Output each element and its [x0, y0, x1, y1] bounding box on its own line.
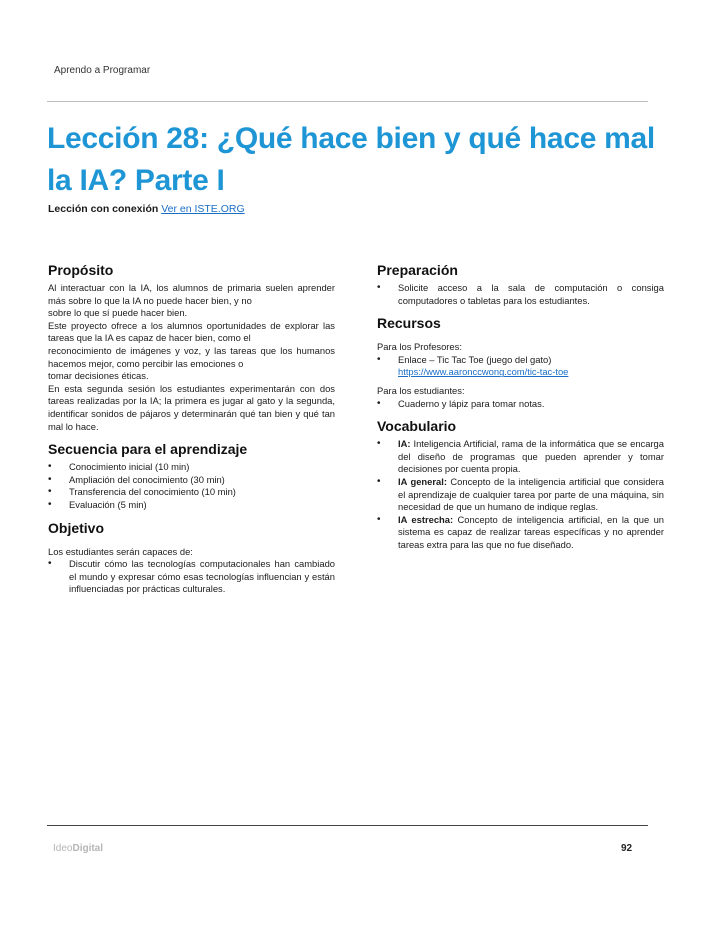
list-item: • Ampliación del conocimiento (30 min)	[48, 474, 335, 487]
connection-label: Lección con conexión	[48, 203, 159, 215]
teachers-label: Para los Profesores:	[377, 341, 462, 353]
brand-bold: Digital	[72, 843, 104, 854]
teacher-resource: Enlace – Tic Tac Toe (juego del gato)	[398, 353, 552, 365]
section-preparacion	[377, 262, 664, 307]
section-proposito	[48, 262, 335, 433]
vocab-item	[377, 438, 664, 476]
lesson-connection	[48, 203, 245, 215]
list-item: • Cuaderno y lápiz para tomar notas.	[377, 398, 664, 411]
header-divider	[47, 101, 648, 102]
brand-light: Ideo	[53, 843, 73, 854]
secuencia-list	[48, 461, 335, 511]
objetivo-intro: Los estudiantes serán capaces de:	[48, 545, 193, 557]
footer-brand	[53, 843, 103, 854]
list-item: • Evaluación (5 min)	[48, 499, 335, 512]
heading-objetivo: Objetivo	[48, 519, 105, 536]
page-number: 92	[621, 843, 633, 854]
page-title: Lección 28: ¿Qué hace bien y qué hace mal la IA? Parte I	[47, 122, 655, 197]
proposito-paragraph: tomar decisiones éticas.	[48, 370, 149, 382]
list-item: • Conocimiento inicial (10 min)	[48, 461, 335, 474]
iste-link[interactable]: Ver en ISTE.ORG	[161, 203, 245, 215]
heading-vocabulario: Vocabulario	[377, 418, 457, 435]
proposito-paragraph: sobre lo que sí puede hacer bien.	[48, 307, 188, 319]
vocab-definition: Concepto de inteligencia artificial, en la que un sistema es capaz de realizar tareas específicas y no aprender tareas extra para las que no fue diseñado.	[398, 513, 664, 550]
footer-divider	[47, 825, 648, 826]
teachers-list	[377, 354, 664, 379]
students-list	[377, 398, 664, 411]
vocab-definition: Inteligencia Artificial, rama de la informática que se encarga del diseño de programas que pueden aprender y tomar decisiones por cuenta propia.	[398, 438, 664, 475]
objetivo-list	[48, 558, 335, 596]
vocab-term: IA estrecha:	[398, 513, 454, 525]
vocabulario-list	[377, 438, 664, 551]
vocab-term: IA:	[398, 438, 411, 450]
students-label: Para los estudiantes:	[377, 384, 465, 396]
list-item: • Solicite acceso a la sala de computación o consiga computadores o tabletas para los estudiantes.	[377, 282, 664, 307]
right-column	[377, 262, 664, 552]
list-item: • Transferencia del conocimiento (10 min)	[48, 486, 335, 499]
vocab-item	[377, 514, 664, 552]
heading-secuencia: Secuencia para el aprendizaje	[48, 441, 248, 458]
vocab-definition: Concepto de la inteligencia artificial que considera el aprendizaje de cualquier tarea por parte de una máquina, sin necesidad de que un humano de indique reglas.	[398, 475, 664, 513]
preparacion-list	[377, 282, 664, 307]
section-vocabulario	[377, 418, 664, 551]
list-item: • Discutir cómo las tecnologías computacionales han cambiado el mundo y expresar cómo esas tecnologías influencian y están influenciadas por prácticas culturales.	[48, 558, 335, 596]
running-header: Aprendo a Programar	[54, 65, 151, 76]
section-recursos	[377, 315, 664, 410]
proposito-paragraph: Al interactuar con la IA, los alumnos de primaria suelen aprender más sobre lo que la IA no puede hacer bien, y no	[48, 282, 335, 306]
vocab-item	[377, 476, 664, 514]
proposito-paragraph: En esta segunda sesión los estudiantes experimentarán con dos tareas realizadas por la IA; la primera es jugar al gato y la segunda, identificar sonidos de pájaros y determinarán qué tan bien y qué tan mal lo hace.	[48, 382, 335, 432]
heading-preparacion: Preparación	[377, 262, 458, 278]
heading-recursos: Recursos	[377, 315, 441, 332]
tic-tac-toe-link[interactable]: https://www.aaronccwong.com/tic-tac-toe	[398, 366, 569, 378]
proposito-paragraph: reconocimiento de imágenes y voz, y las tareas que los humanos hacemos mejor, como percibir las emociones o	[48, 344, 335, 369]
heading-proposito: Propósito	[48, 262, 114, 278]
section-secuencia	[48, 441, 335, 511]
vocab-term: IA general:	[398, 475, 447, 487]
section-objetivo	[48, 520, 335, 596]
left-column	[48, 262, 335, 596]
proposito-paragraph: Este proyecto ofrece a los alumnos oportunidades de explorar las tareas que la IA es capaz de hacer bien, como el	[48, 319, 335, 344]
list-item	[377, 354, 664, 379]
